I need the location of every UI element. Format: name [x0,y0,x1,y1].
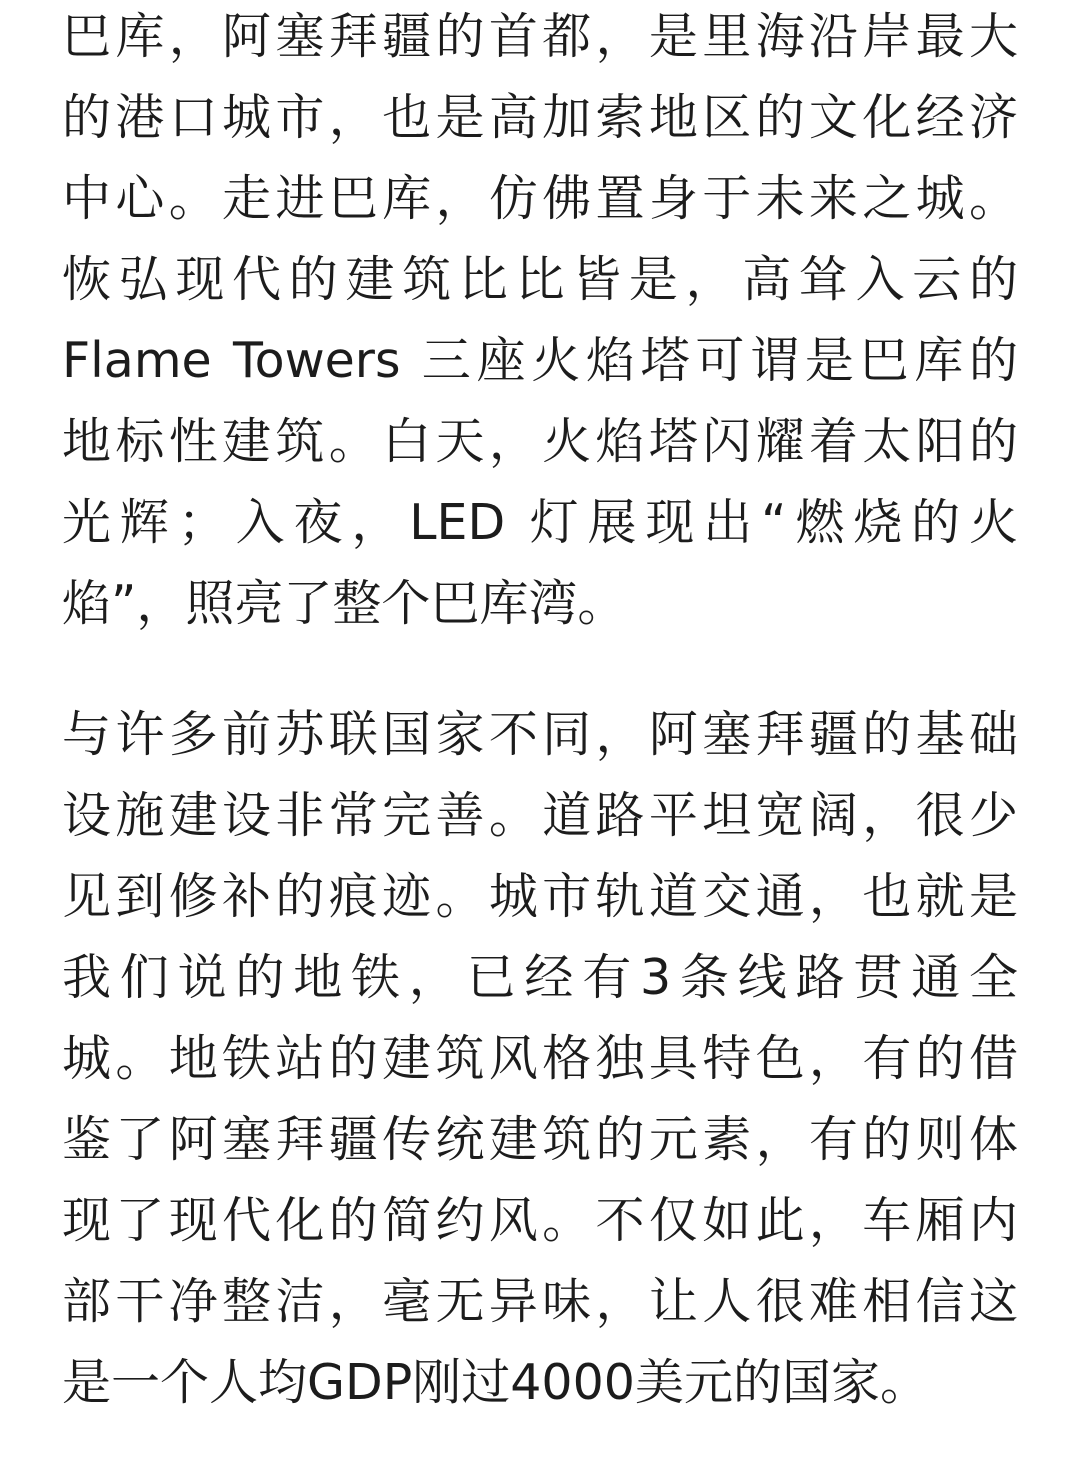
paragraph-infrastructure [62,694,1018,1423]
text-line: 鉴了阿塞拜疆传统建筑的元素，有的则体 [62,1111,1018,1168]
text-line: 是一个人均GDP刚过4000美元的国家。 [62,1354,929,1411]
text-line: 焰”，照亮了整个巴库湾。 [62,575,627,632]
text-line: 见到修补的痕迹。城市轨道交通，也就是 [62,868,1018,925]
text-line: 中心。走进巴库，仿佛置身于未来之城。 [62,170,1018,227]
text-line: 光辉；入夜，LED 灯展现出“燃烧的火 [62,494,1018,551]
text-line: 恢弘现代的建筑比比皆是，高耸入云的 [62,251,1018,308]
paragraph-baku-intro [62,0,1018,644]
text-line: 地标性建筑。白天，火焰塔闪耀着太阳的 [62,413,1018,470]
text-line: 我们说的地铁，已经有3条线路贯通全 [62,949,1018,1006]
text-line: 与许多前苏联国家不同，阿塞拜疆的基础 [62,706,1018,763]
text-line: 现了现代化的简约风。不仅如此，车厢内 [62,1192,1018,1249]
text-line: Flame Towers 三座火焰塔可谓是巴库的 [62,332,1018,389]
text-line: 巴库，阿塞拜疆的首都，是里海沿岸最大 [62,8,1018,65]
text-line: 部干净整洁，毫无异味，让人很难相信这 [62,1273,1018,1330]
text-line: 的港口城市，也是高加索地区的文化经济 [62,89,1018,146]
text-line: 城。地铁站的建筑风格独具特色，有的借 [62,1030,1018,1087]
text-line: 设施建设非常完善。道路平坦宽阔，很少 [62,787,1018,844]
